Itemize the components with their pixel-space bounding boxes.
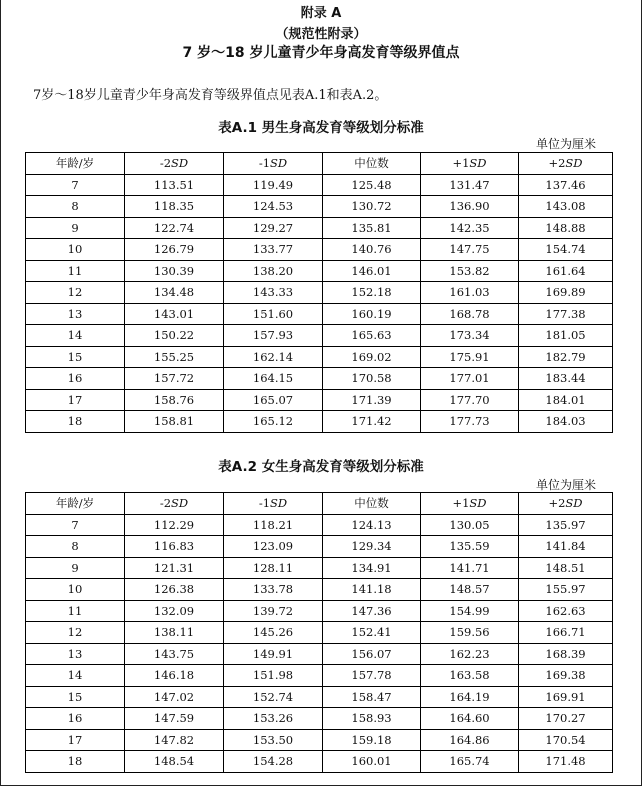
height-value-cell: 133.78 <box>224 579 323 601</box>
height-value-cell: 118.35 <box>125 196 224 218</box>
height-value-cell: 143.33 <box>224 282 323 304</box>
height-value-cell: 152.74 <box>224 686 323 708</box>
height-value-cell: 134.48 <box>125 282 224 304</box>
age-cell: 8 <box>26 196 125 218</box>
height-value-cell: 159.18 <box>323 729 421 751</box>
column-header: -2SD <box>125 493 224 515</box>
age-cell: 9 <box>26 557 125 579</box>
height-value-cell: 135.81 <box>323 217 421 239</box>
normative-label: （规范性附录） <box>275 27 367 42</box>
height-value-cell: 158.93 <box>323 708 421 730</box>
age-cell: 12 <box>26 282 125 304</box>
column-header: -1SD <box>224 153 323 175</box>
height-value-cell: 162.23 <box>421 643 519 665</box>
appendix-title: 7 岁～18 岁儿童青少年身高发育等级界值点 <box>182 45 460 61</box>
height-value-cell: 170.27 <box>519 708 613 730</box>
height-value-cell: 126.79 <box>125 239 224 261</box>
height-value-cell: 169.38 <box>519 665 613 687</box>
table-a1-boys-height <box>25 152 613 433</box>
height-value-cell: 140.76 <box>323 239 421 261</box>
height-value-cell: 147.82 <box>125 729 224 751</box>
height-value-cell: 177.73 <box>421 411 519 433</box>
age-cell: 17 <box>26 729 125 751</box>
table-row <box>26 174 613 196</box>
height-value-cell: 158.47 <box>323 686 421 708</box>
height-value-cell: 165.12 <box>224 411 323 433</box>
table-row <box>26 579 613 601</box>
height-value-cell: 165.74 <box>421 751 519 773</box>
height-value-cell: 124.13 <box>323 514 421 536</box>
column-header: 中位数 <box>323 493 421 515</box>
height-value-cell: 147.02 <box>125 686 224 708</box>
table-row <box>26 643 613 665</box>
table-row <box>26 389 613 411</box>
height-value-cell: 138.20 <box>224 260 323 282</box>
height-value-cell: 154.99 <box>421 600 519 622</box>
height-value-cell: 143.08 <box>519 196 613 218</box>
table-header-row <box>26 153 613 175</box>
height-value-cell: 164.60 <box>421 708 519 730</box>
height-value-cell: 123.09 <box>224 536 323 558</box>
height-value-cell: 181.05 <box>519 325 613 347</box>
table-row <box>26 260 613 282</box>
age-cell: 17 <box>26 389 125 411</box>
height-value-cell: 156.07 <box>323 643 421 665</box>
height-value-cell: 122.74 <box>125 217 224 239</box>
height-value-cell: 147.59 <box>125 708 224 730</box>
height-value-cell: 170.54 <box>519 729 613 751</box>
height-value-cell: 129.27 <box>224 217 323 239</box>
height-value-cell: 168.39 <box>519 643 613 665</box>
age-cell: 13 <box>26 643 125 665</box>
height-value-cell: 164.19 <box>421 686 519 708</box>
height-value-cell: 143.01 <box>125 303 224 325</box>
height-value-cell: 131.47 <box>421 174 519 196</box>
height-value-cell: 157.93 <box>224 325 323 347</box>
table-row <box>26 411 613 433</box>
height-value-cell: 170.58 <box>323 368 421 390</box>
height-value-cell: 169.89 <box>519 282 613 304</box>
height-value-cell: 157.72 <box>125 368 224 390</box>
column-header: -2SD <box>125 153 224 175</box>
height-value-cell: 147.75 <box>421 239 519 261</box>
age-cell: 7 <box>26 174 125 196</box>
height-value-cell: 165.07 <box>224 389 323 411</box>
age-cell: 18 <box>26 751 125 773</box>
table-a2-unit: 单位为厘米 <box>535 478 596 492</box>
height-value-cell: 155.25 <box>125 346 224 368</box>
height-value-cell: 171.48 <box>519 751 613 773</box>
height-value-cell: 150.22 <box>125 325 224 347</box>
table-row <box>26 346 613 368</box>
height-value-cell: 148.51 <box>519 557 613 579</box>
height-value-cell: 182.79 <box>519 346 613 368</box>
table-a2-girls-height <box>25 492 613 773</box>
height-value-cell: 153.26 <box>224 708 323 730</box>
height-value-cell: 183.44 <box>519 368 613 390</box>
table-a1-unit: 单位为厘米 <box>535 137 596 151</box>
height-value-cell: 143.75 <box>125 643 224 665</box>
height-value-cell: 141.71 <box>421 557 519 579</box>
height-value-cell: 154.74 <box>519 239 613 261</box>
height-value-cell: 173.34 <box>421 325 519 347</box>
age-cell: 8 <box>26 536 125 558</box>
height-value-cell: 148.88 <box>519 217 613 239</box>
appendix-heading: 附录 A <box>300 6 342 21</box>
height-value-cell: 152.18 <box>323 282 421 304</box>
table-header-row <box>26 493 613 515</box>
height-value-cell: 141.84 <box>519 536 613 558</box>
height-value-cell: 155.97 <box>519 579 613 601</box>
height-value-cell: 153.50 <box>224 729 323 751</box>
age-cell: 9 <box>26 217 125 239</box>
age-cell: 7 <box>26 514 125 536</box>
table-row <box>26 325 613 347</box>
height-value-cell: 145.26 <box>224 622 323 644</box>
age-cell: 15 <box>26 686 125 708</box>
height-value-cell: 139.72 <box>224 600 323 622</box>
height-value-cell: 135.59 <box>421 536 519 558</box>
height-value-cell: 133.77 <box>224 239 323 261</box>
age-cell: 12 <box>26 622 125 644</box>
height-value-cell: 166.71 <box>519 622 613 644</box>
height-value-cell: 162.14 <box>224 346 323 368</box>
height-value-cell: 119.49 <box>224 174 323 196</box>
height-value-cell: 130.72 <box>323 196 421 218</box>
height-value-cell: 113.51 <box>125 174 224 196</box>
height-value-cell: 146.01 <box>323 260 421 282</box>
table-row <box>26 196 613 218</box>
age-cell: 15 <box>26 346 125 368</box>
table-row <box>26 514 613 536</box>
height-value-cell: 175.91 <box>421 346 519 368</box>
column-header: +2SD <box>519 493 613 515</box>
height-value-cell: 184.01 <box>519 389 613 411</box>
height-value-cell: 124.53 <box>224 196 323 218</box>
height-value-cell: 142.35 <box>421 217 519 239</box>
height-value-cell: 158.76 <box>125 389 224 411</box>
column-header: +2SD <box>519 153 613 175</box>
height-value-cell: 164.15 <box>224 368 323 390</box>
height-value-cell: 147.36 <box>323 600 421 622</box>
height-value-cell: 148.57 <box>421 579 519 601</box>
table-row <box>26 751 613 773</box>
column-header: 年龄/岁 <box>26 493 125 515</box>
height-value-cell: 128.11 <box>224 557 323 579</box>
age-cell: 11 <box>26 600 125 622</box>
age-cell: 10 <box>26 579 125 601</box>
height-value-cell: 161.64 <box>519 260 613 282</box>
table-a2-caption: 表A.2 女生身高发育等级划分标准 <box>218 459 424 475</box>
height-value-cell: 159.56 <box>421 622 519 644</box>
table-row <box>26 282 613 304</box>
table-row <box>26 622 613 644</box>
height-value-cell: 177.70 <box>421 389 519 411</box>
height-value-cell: 125.48 <box>323 174 421 196</box>
height-value-cell: 135.97 <box>519 514 613 536</box>
height-value-cell: 151.60 <box>224 303 323 325</box>
table-row <box>26 729 613 751</box>
age-cell: 10 <box>26 239 125 261</box>
height-value-cell: 184.03 <box>519 411 613 433</box>
age-cell: 14 <box>26 665 125 687</box>
height-value-cell: 112.29 <box>125 514 224 536</box>
height-value-cell: 169.91 <box>519 686 613 708</box>
height-value-cell: 136.90 <box>421 196 519 218</box>
age-cell: 13 <box>26 303 125 325</box>
height-value-cell: 157.78 <box>323 665 421 687</box>
height-value-cell: 177.01 <box>421 368 519 390</box>
height-value-cell: 149.91 <box>224 643 323 665</box>
column-header: 中位数 <box>323 153 421 175</box>
table-row <box>26 217 613 239</box>
table-row <box>26 665 613 687</box>
height-value-cell: 168.78 <box>421 303 519 325</box>
height-value-cell: 154.28 <box>224 751 323 773</box>
height-value-cell: 152.41 <box>323 622 421 644</box>
height-value-cell: 177.38 <box>519 303 613 325</box>
height-value-cell: 169.02 <box>323 346 421 368</box>
table-row <box>26 239 613 261</box>
age-cell: 14 <box>26 325 125 347</box>
height-value-cell: 163.58 <box>421 665 519 687</box>
column-header: -1SD <box>224 493 323 515</box>
age-cell: 11 <box>26 260 125 282</box>
height-value-cell: 160.19 <box>323 303 421 325</box>
height-value-cell: 134.91 <box>323 557 421 579</box>
age-cell: 16 <box>26 708 125 730</box>
height-value-cell: 118.21 <box>224 514 323 536</box>
table-row <box>26 368 613 390</box>
intro-paragraph: 7岁～18岁儿童青少年身高发育等级界值点见表A.1和表A.2。 <box>33 88 388 103</box>
age-cell: 16 <box>26 368 125 390</box>
height-value-cell: 116.83 <box>125 536 224 558</box>
height-value-cell: 158.81 <box>125 411 224 433</box>
table-row <box>26 303 613 325</box>
height-value-cell: 141.18 <box>323 579 421 601</box>
height-value-cell: 126.38 <box>125 579 224 601</box>
height-value-cell: 132.09 <box>125 600 224 622</box>
table-row <box>26 686 613 708</box>
height-value-cell: 146.18 <box>125 665 224 687</box>
height-value-cell: 137.46 <box>519 174 613 196</box>
height-value-cell: 138.11 <box>125 622 224 644</box>
height-value-cell: 151.98 <box>224 665 323 687</box>
height-value-cell: 121.31 <box>125 557 224 579</box>
column-header: +1SD <box>421 493 519 515</box>
height-value-cell: 164.86 <box>421 729 519 751</box>
column-header: +1SD <box>421 153 519 175</box>
table-row <box>26 600 613 622</box>
height-value-cell: 160.01 <box>323 751 421 773</box>
height-value-cell: 130.39 <box>125 260 224 282</box>
height-value-cell: 130.05 <box>421 514 519 536</box>
height-value-cell: 171.39 <box>323 389 421 411</box>
height-value-cell: 171.42 <box>323 411 421 433</box>
height-value-cell: 148.54 <box>125 751 224 773</box>
table-a1-caption: 表A.1 男生身高发育等级划分标准 <box>218 120 424 136</box>
table-row <box>26 708 613 730</box>
age-cell: 18 <box>26 411 125 433</box>
height-value-cell: 153.82 <box>421 260 519 282</box>
table-row <box>26 536 613 558</box>
height-value-cell: 161.03 <box>421 282 519 304</box>
height-value-cell: 165.63 <box>323 325 421 347</box>
table-row <box>26 557 613 579</box>
column-header: 年龄/岁 <box>26 153 125 175</box>
height-value-cell: 129.34 <box>323 536 421 558</box>
height-value-cell: 162.63 <box>519 600 613 622</box>
